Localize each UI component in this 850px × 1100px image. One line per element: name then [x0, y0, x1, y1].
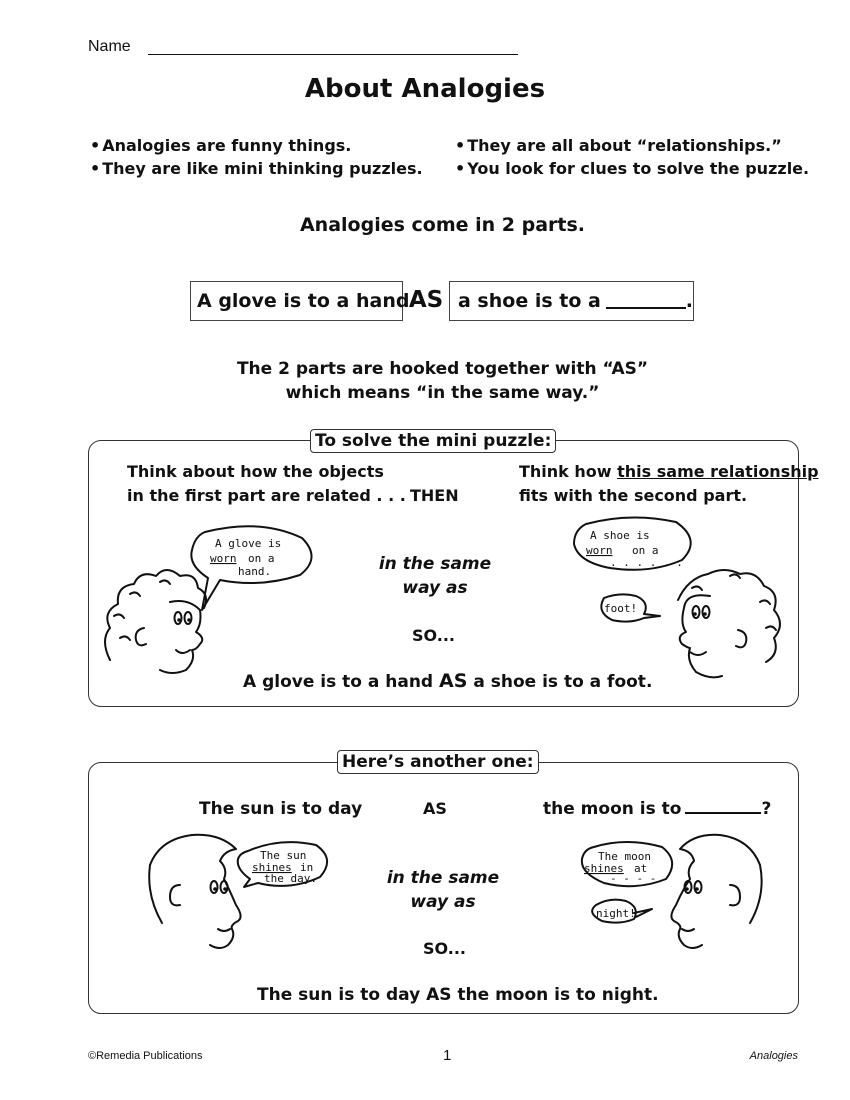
- bubble-text: The sun: [260, 849, 307, 862]
- bubble-text: A glove is: [215, 537, 282, 550]
- bubble-text-answer: foot!: [604, 602, 638, 615]
- bubble-text: on a: [632, 544, 659, 557]
- conclusion-part-1: A glove is to a hand: [243, 672, 440, 692]
- sun-character-illustration: [140, 825, 340, 975]
- explanation-line-2: which means “in the same way.”: [285, 383, 600, 403]
- bubble-text-underlined: shines: [252, 861, 292, 874]
- footer-copyright: ©Remedia Publications: [88, 1050, 203, 1062]
- panel-label: To solve the mini puzzle:: [310, 429, 556, 453]
- moon-character-illustration: [570, 825, 770, 975]
- example-right: [543, 797, 771, 821]
- as-connector: AS: [408, 287, 444, 313]
- analogy-part-one-box: [190, 281, 410, 321]
- bubble-text: . . . . . .: [610, 556, 683, 569]
- analogy-part-two-text: a shoe is to a: [458, 290, 601, 312]
- conclusion: The sun is to day AS the moon is to night.: [257, 985, 659, 1005]
- bubble-text-underlined: shines: [584, 862, 624, 875]
- bubble-text: at: [634, 862, 648, 875]
- footer-title: Analogies: [749, 1050, 798, 1062]
- subheading: Analogies come in 2 parts.: [299, 214, 586, 236]
- shoe-character-illustration: [560, 512, 790, 702]
- example-as: AS: [423, 799, 447, 818]
- bubble-text: hand.: [238, 565, 272, 578]
- analogy-part-two-box: [449, 281, 694, 321]
- name-line: [148, 54, 518, 55]
- panel-label: Here’s another one:: [337, 750, 539, 774]
- so-label: SO...: [423, 939, 467, 958]
- middle-text-line-1: in the same: [378, 554, 492, 574]
- bubble-text: The moon: [598, 850, 651, 863]
- instruction-right-line-1: [519, 460, 819, 484]
- glove-character-illustration: [100, 520, 330, 700]
- example-left: The sun is to day: [199, 799, 363, 819]
- conclusion-part-2: a shoe is to a foot.: [467, 672, 653, 692]
- answer-blank[interactable]: [606, 293, 686, 309]
- middle-text-line-2: way as: [410, 892, 476, 912]
- bubble-text: A shoe is: [590, 529, 650, 542]
- instruction-right-text: Think how: [519, 462, 618, 481]
- instruction-right-underlined: this same relationship: [617, 462, 819, 481]
- bullet-item: • They are all about “relationships.”: [455, 136, 782, 155]
- bullet-item: • You look for clues to solve the puzzle.: [455, 159, 809, 178]
- name-label: Name: [88, 38, 131, 55]
- example-right-text: the moon is to: [543, 799, 682, 819]
- so-label: SO...: [412, 626, 456, 645]
- bubble-text: - - - -: [610, 872, 657, 885]
- bubble-text: the day.: [264, 872, 317, 885]
- middle-text-line-1: in the same: [386, 868, 500, 888]
- answer-blank[interactable]: [685, 798, 761, 814]
- middle-text-line-2: way as: [402, 578, 468, 598]
- period: .: [685, 290, 693, 312]
- instruction-left-line-2: in the first part are related . . .: [127, 486, 406, 505]
- bubble-text-answer: night!: [596, 907, 636, 920]
- instruction-right-line-2: fits with the second part.: [519, 486, 748, 505]
- explanation-line-1: The 2 parts are hooked together with “AS”: [236, 359, 649, 379]
- bubble-text-underlined: worn: [210, 552, 237, 565]
- analogy-part-one-text: A glove is to a hand: [197, 290, 410, 312]
- instruction-left-line-1: Think about how the objects: [127, 462, 384, 481]
- page-number: 1: [443, 1047, 452, 1064]
- bubble-text-underlined: worn: [586, 544, 613, 557]
- bubble-text: on a: [248, 552, 275, 565]
- then-label: THEN: [410, 486, 459, 505]
- conclusion-as: AS: [439, 670, 468, 692]
- page-title: About Analogies: [304, 74, 546, 104]
- bullet-item: • They are like mini thinking puzzles.: [90, 159, 423, 178]
- question-mark: ?: [761, 799, 772, 819]
- bullet-item: • Analogies are funny things.: [90, 136, 351, 155]
- bubble-text: in: [300, 861, 314, 874]
